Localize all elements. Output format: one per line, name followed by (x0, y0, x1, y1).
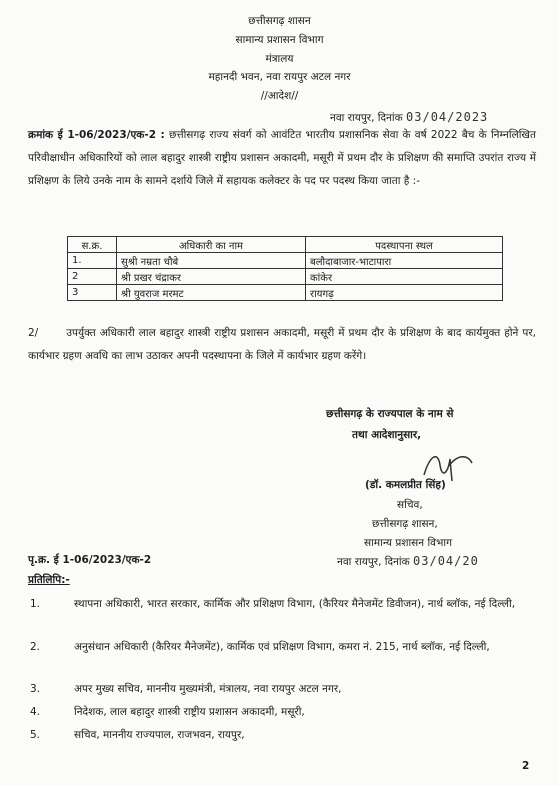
paragraph-2 (28, 322, 536, 368)
copy-item-number: 3. (30, 683, 41, 695)
table-row (68, 269, 503, 285)
table-cell: रायगढ़ (306, 285, 503, 301)
table-cell: बलौदाबाजार-भाटापारा (306, 253, 503, 269)
dateline (330, 110, 488, 125)
table-cell: कांकेर (306, 269, 503, 285)
table-cell: श्री युवराज मरमट (117, 285, 306, 301)
table-cell: श्री प्रखर चंद्राकर (117, 269, 306, 285)
table-row (68, 285, 503, 301)
table-header-row (68, 237, 503, 253)
date-label: नवा रायपुर, दिनांक (330, 112, 403, 124)
endorsement-dateline (337, 554, 479, 569)
copy-item-text: अपर मुख्य सचिव, माननीय मुख्यमंत्री, मंत्रालय, नवा रायपुर अटल नगर, (74, 683, 342, 695)
header-govt: छत्तीसगढ़ शासन (248, 15, 311, 27)
signatory-name: (डॉ. कमलप्रीत सिंह) (365, 479, 446, 491)
copy-label: प्रतिलिपि:- (28, 574, 70, 586)
copy-item-number: 2. (30, 641, 41, 653)
signatory-department: सामान्य प्रशासन विभाग (364, 537, 453, 549)
copy-item-text: अनुसंधान अधिकारी (कैरियर मैनेजमेंट), कार्मिक एवं प्रशिक्षण विभाग, कमरा नं. 215, नार्थ ब्लॉक, नई दिल्ली, (74, 641, 490, 653)
date-value: 03/04/2023 (406, 110, 489, 124)
paragraph-2-number: 2/ (28, 327, 39, 339)
table-header: स.क्र. (68, 237, 117, 253)
table-header: पदस्थापना स्थल (306, 237, 503, 253)
table-cell: 2 (68, 269, 117, 285)
header-address: महानदी भवन, नवा रायपुर अटल नगर (208, 71, 351, 83)
endorsement-date-value: 03/04/20 (413, 554, 479, 568)
endorsement-number: पृ.क्र. ई 1-06/2023/एक-2 (28, 554, 152, 566)
order-title: //आदेश// (260, 90, 299, 102)
copy-item-text: निदेशक, लाल बहादुर शास्त्री राष्ट्रीय प्रशासन अकादमी, मसूरी, (74, 706, 305, 718)
signatory-govt: छत्तीसगढ़ शासन, (372, 518, 438, 530)
table-cell: 3 (68, 285, 117, 301)
order-line: तथा आदेशानुसार, (352, 429, 422, 441)
copy-item-text: सचिव, माननीय राज्यपाल, राजभवन, रायपुर, (74, 729, 245, 741)
governor-line: छत्तीसगढ़ के राज्यपाल के नाम से (326, 408, 454, 420)
page-number: 2 (522, 760, 530, 772)
table-row (68, 253, 503, 269)
paragraph-2-text: उपर्युक्त अधिकारी लाल बहादुर शास्त्री राष्ट्रीय प्रशासन अकादमी, मसूरी में प्रथम दौर के प्रशिक्षण के बाद कार्यमुक्त होने पर, कार्यभार ग्रहण अवधि का लाभ उठाकर अपनी पदस्थापना के जिले में कार्यभार ग्रहण करेंगे। (28, 327, 536, 362)
header-department: सामान्य प्रशासन विभाग (235, 34, 324, 46)
copy-item-number: 5. (30, 729, 41, 741)
order-number: क्रमांक ई 1-06/2023/एक-2 : (28, 129, 165, 141)
copy-item-text: स्थापना अधिकारी, भारत सरकार, कार्मिक और प्रशिक्षण विभाग, (कैरियर मैनेजमेंट डिवीजन), नार्थ ब्लॉक, नई दिल्ली, (74, 598, 516, 610)
order-paragraph (28, 124, 536, 193)
copy-item-number: 4. (30, 706, 41, 718)
officers-table (67, 236, 503, 301)
header-ministry: मंत्रालय (265, 53, 294, 65)
copy-item-number: 1. (30, 598, 41, 610)
table-cell: सुश्री नम्रता चौबे (117, 253, 306, 269)
order-body: छत्तीसगढ़ राज्य संवर्ग को आवंटित भारतीय प्रशासनिक सेवा के वर्ष 2022 बैच के निम्नलिखित परिवीक्षाधीन अधिकारियों को लाल बहादुर शास्त्री राष्ट्रीय प्रशासन अकादमी, मसूरी में प्रथम दौर के प्रशिक्षण की समाप्ति उपरांत राज्य में प्रशिक्षण के लिये उनके नाम के सामने दर्शाये जिले में सहायक कलेक्टर के पद पर पदस्थ किया जाता है :- (28, 129, 536, 187)
table-header: अधिकारी का नाम (117, 237, 306, 253)
signatory-designation: सचिव, (397, 499, 423, 511)
table-cell: 1. (68, 253, 117, 269)
endorsement-date-label: नवा रायपुर, दिनांक (337, 556, 410, 568)
